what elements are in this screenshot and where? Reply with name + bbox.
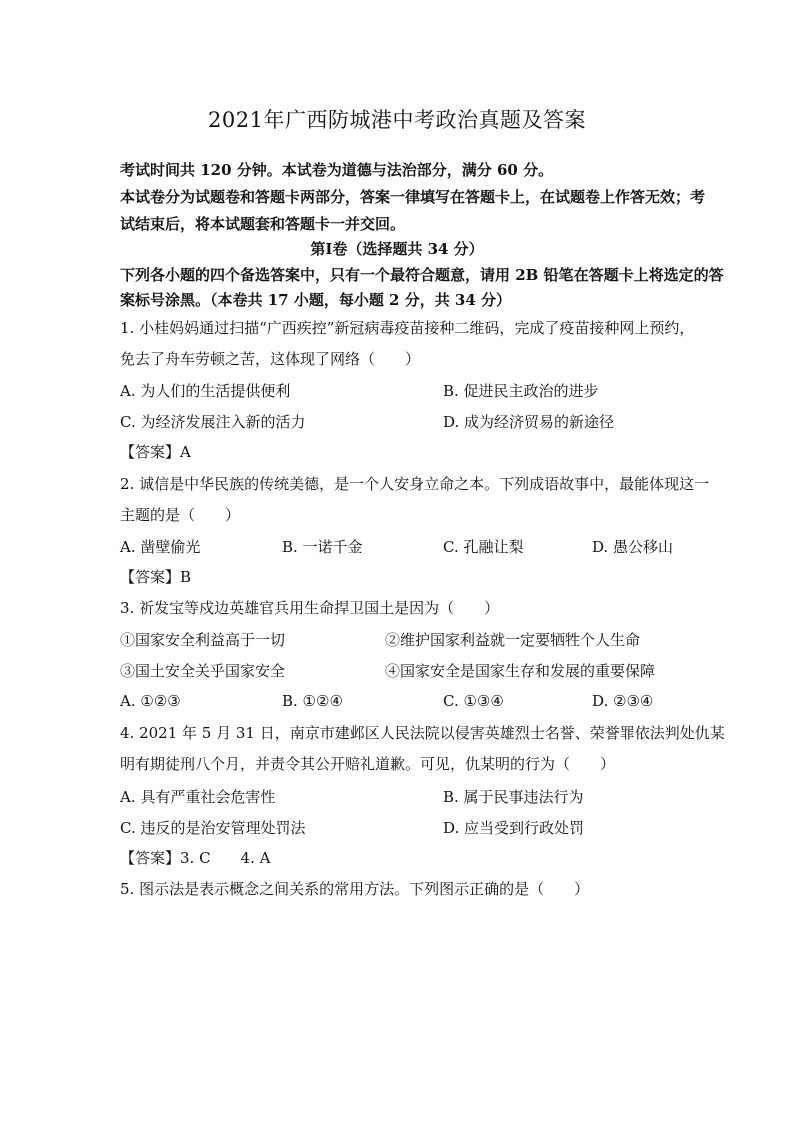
question-1-option-a: A. 为人们的生活提供便利: [120, 382, 291, 400]
question-2-option-a: A. 凿壁偷光: [120, 538, 201, 556]
page-title: 2021年广西防城港中考政治真题及答案: [208, 108, 586, 132]
question-2-option-d: D. 愚公移山: [592, 538, 674, 556]
question-4-option-a: A. 具有严重社会危害性: [120, 788, 276, 806]
question-3-option-c: C. ①③④: [443, 692, 504, 710]
question-3-statement-4: ④国家安全是国家生存和发展的重要保障: [385, 662, 656, 680]
question-4-stem: 4. 2021 年 5 月 31 日，南京市建邺区人民法院以侵害英雄烈士名誉、荣誉罪依法判处仇某: [120, 724, 725, 742]
exam-rules-line-2: 试结束后，将本试题套和答题卡一并交回。: [120, 215, 406, 233]
question-2-stem-2: 主题的是（ ）: [120, 506, 241, 524]
exam-rules-line: 本试卷分为试题卷和答题卡两部分，答案一律填写在答题卡上，在试题卷上作答无效；考: [120, 188, 706, 206]
question-2-stem: 2. 诚信是中华民族的传统美德，是一个人安身立命之本。下列成语故事中，最能体现这一: [120, 475, 710, 493]
question-4-option-b: B. 属于民事违法行为: [443, 788, 584, 806]
question-3-statement-1: ①国家安全利益高于一切: [120, 631, 286, 649]
question-2-answer: 【答案】B: [120, 568, 192, 586]
question-2-option-c: C. 孔融让梨: [443, 538, 524, 556]
section-instructions: 下列各小题的四个备选答案中，只有一个最符合题意，请用 2B 铅笔在答题卡上将选定的答: [120, 266, 724, 284]
section-heading: 第Ⅰ卷（选择题共 34 分）: [310, 240, 484, 258]
question-1-stem: 1. 小桂妈妈通过扫描“广西疾控”新冠病毒疫苗接种二维码，完成了疫苗接种网上预约，: [120, 319, 695, 337]
question-5-stem: 5. 图示法是表示概念之间关系的常用方法。下列图示正确的是（ ）: [120, 880, 590, 898]
question-3-4-answer: 【答案】3. C 4. A: [120, 849, 271, 867]
question-3-option-d: D. ②③④: [592, 692, 654, 710]
question-4-option-c: C. 违反的是治安管理处罚法: [120, 819, 306, 837]
question-4-option-d: D. 应当受到行政处罚: [443, 819, 585, 837]
question-3-stem: 3. 祈发宝等戍边英雄官兵用生命捍卫国土是因为（ ）: [120, 599, 500, 617]
question-1-option-d: D. 成为经济贸易的新途径: [443, 413, 615, 431]
question-1-option-c: C. 为经济发展注入新的活力: [120, 413, 306, 431]
section-instructions-2: 案标号涂黑。（本卷共 17 小题，每小题 2 分，共 34 分）: [120, 291, 512, 309]
question-3-statement-3: ③国土安全关乎国家安全: [120, 662, 286, 680]
question-2-option-b: B. 一诺千金: [282, 538, 363, 556]
question-1-answer: 【答案】A: [120, 443, 191, 461]
question-3-statement-2: ②维护国家利益就一定要牺牲个人生命: [385, 631, 641, 649]
question-1-stem-2: 免去了舟车劳顿之苦，这体现了网络（ ）: [120, 350, 421, 368]
exam-info-line: 考试时间共 120 分钟。本试卷为道德与法治部分，满分 60 分。: [120, 161, 554, 179]
question-4-stem-2: 明有期徒刑八个月，并责令其公开赔礼道歉。可见，仇某明的行为（ ）: [120, 755, 616, 773]
question-3-option-a: A. ①②③: [120, 692, 181, 710]
question-1-option-b: B. 促进民主政治的进步: [443, 382, 599, 400]
question-3-option-b: B. ①②④: [282, 692, 343, 710]
